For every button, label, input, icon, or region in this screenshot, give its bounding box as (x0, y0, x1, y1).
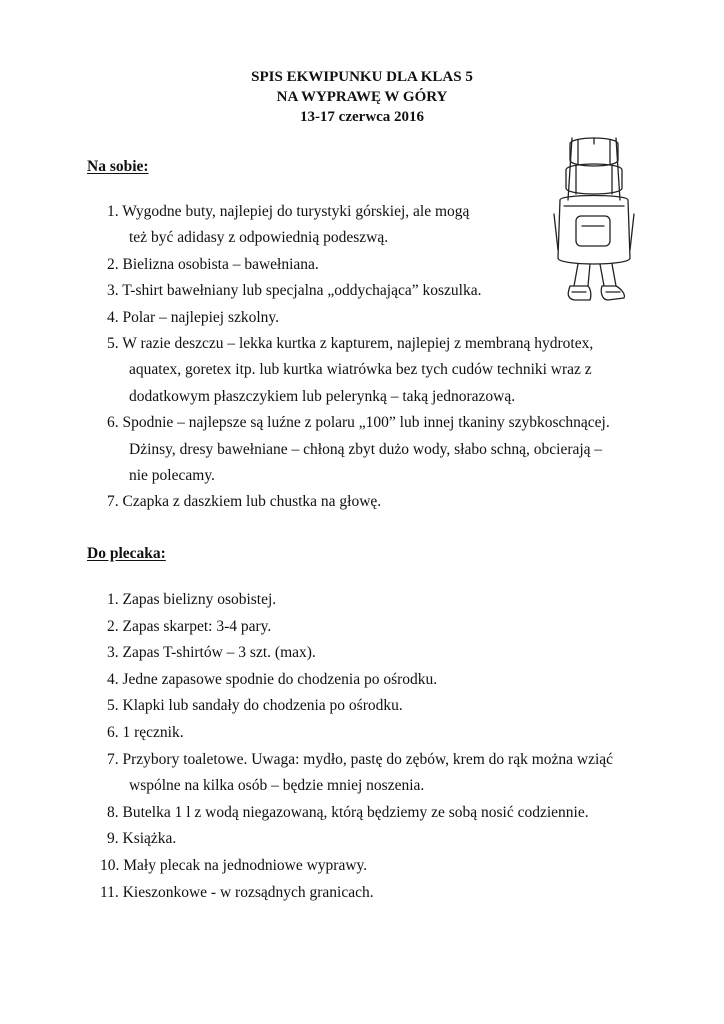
na-sobie-item-5-continuation-1: aquatex, goretex itp. lub kurtka wiatrówka bez tych cudów techniki wraz z (129, 361, 592, 379)
item-text: 1 ręcznik. (122, 724, 184, 741)
na-sobie-item-6 (107, 414, 610, 432)
title-line-2: NA WYPRAWĘ W GÓRY (276, 89, 448, 105)
na-sobie-item-2 (107, 256, 319, 274)
item-text: Zapas bielizny osobistej. (122, 591, 277, 608)
item-number: 2. (107, 255, 119, 273)
item-text: Polar – najlepiej szkolny. (122, 308, 280, 326)
item-text: Butelka 1 l z wodą niegazowaną, którą będziemy ze sobą nosić codziennie. (122, 803, 589, 821)
do-plecaka-item-4 (107, 671, 437, 689)
item-number: 10. (100, 857, 120, 874)
item-number: 5. (107, 335, 119, 352)
item-text: W razie deszczu – lekka kurtka z kapturem, najlepiej z membraną hydrotex, (122, 335, 594, 352)
item-text: Klapki lub sandały do chodzenia po ośrodku. (122, 697, 403, 715)
na-sobie-item-3 (107, 282, 481, 300)
item-text: Przybory toaletowe. Uwaga: mydło, pastę do zębów, krem do rąk można wziąć (122, 750, 614, 768)
do-plecaka-item-7 (107, 751, 613, 769)
item-number: 6. (107, 724, 119, 741)
do-plecaka-item-9 (107, 830, 176, 848)
na-sobie-item-4 (107, 309, 279, 327)
item-number: 3. (107, 282, 119, 300)
item-text: Spodnie – najlepsze są luźne z polaru „100” lub innej tkaniny szybkoschnącej. (122, 414, 610, 432)
item-number: 7. (107, 750, 119, 768)
item-number: 4. (107, 308, 119, 326)
do-plecaka-item-2 (107, 618, 271, 636)
do-plecaka-item-10 (100, 857, 367, 875)
item-number: 5. (107, 697, 119, 715)
item-text: Bielizna osobista – bawełniana. (122, 255, 319, 273)
item-text: Książka. (122, 830, 177, 848)
item-number: 6. (107, 414, 119, 432)
item-text: Zapas skarpet: 3-4 pary. (122, 617, 272, 635)
item-number: 1. (107, 591, 119, 608)
title-line-3: 13-17 czerwca 2016 (299, 109, 425, 125)
na-sobie-item-6-continuation-2: nie polecamy. (129, 467, 215, 484)
do-plecaka-item-1 (107, 591, 276, 609)
section-heading-do-plecaka: Do plecaka: (87, 545, 166, 562)
na-sobie-item-1-continuation-1: też być adidasy z odpowiednią podeszwą. (129, 229, 389, 247)
item-text: T-shirt bawełniany lub specjalna „oddychająca” koszulka. (122, 282, 482, 300)
na-sobie-item-5-continuation-2: dodatkowym płaszczykiem lub pelerynką – taką jednorazową. (129, 387, 516, 405)
item-number: 4. (107, 670, 119, 688)
do-plecaka-item-6 (107, 724, 184, 742)
do-plecaka-item-8 (107, 804, 589, 822)
do-plecaka-item-11 (100, 884, 374, 902)
na-sobie-item-7 (107, 493, 381, 511)
item-text: Wygodne buty, najlepiej do turystyki górskiej, ale mogą (122, 203, 470, 220)
na-sobie-item-1 (107, 203, 469, 221)
item-text: Kieszonkowe - w rozsądnych granicach. (122, 883, 374, 901)
item-number: 3. (107, 644, 119, 662)
backpack-hiker-icon (548, 130, 640, 310)
item-text: Czapka z daszkiem lub chustka na głowę. (122, 493, 382, 511)
do-plecaka-item-7-continuation-1: wspólne na kilka osób – będzie mniej noszenia. (129, 777, 425, 795)
item-number: 11. (100, 883, 119, 901)
item-number: 2. (107, 617, 119, 635)
item-text: Jedne zapasowe spodnie do chodzenia po ośrodku. (122, 670, 438, 688)
item-number: 1. (107, 203, 119, 220)
na-sobie-item-6-continuation-1: Dżinsy, dresy bawełniane – chłoną zbyt dużo wody, słabo schną, obcierają – (129, 440, 603, 458)
do-plecaka-item-3 (107, 644, 316, 662)
do-plecaka-item-5 (107, 697, 403, 715)
item-number: 9. (107, 830, 119, 848)
item-number: 8. (107, 803, 119, 821)
document-title (0, 67, 724, 127)
title-line-1: SPIS EKWIPUNKU DLA KLAS 5 (251, 69, 473, 85)
item-number: 7. (107, 493, 119, 511)
item-text: Mały plecak na jednodniowe wyprawy. (123, 857, 368, 874)
item-text: Zapas T-shirtów – 3 szt. (max). (122, 644, 316, 662)
section-heading-na-sobie: Na sobie: (87, 158, 149, 175)
na-sobie-item-5 (107, 335, 593, 353)
